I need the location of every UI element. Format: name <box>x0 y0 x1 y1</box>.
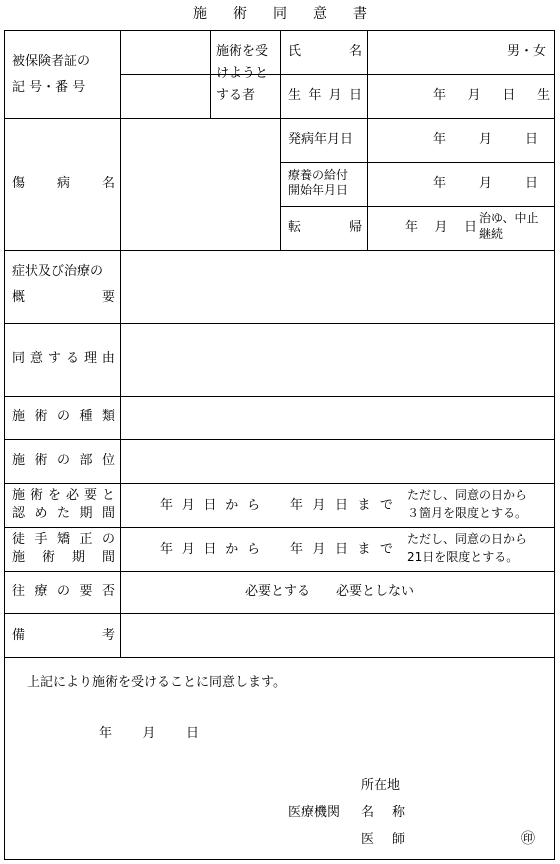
consent-statement: 上記により施術を受けることに同意します。 <box>27 675 286 690</box>
injury-label: 傷 病 名 <box>12 176 115 191</box>
manual-note-line1: ただし、同意の日から <box>407 532 528 546</box>
period-note-line2: ３箇月を限度とする。 <box>407 506 528 520</box>
type-value[interactable] <box>127 397 547 439</box>
site-label: 施 術 の 部 位 <box>12 453 115 468</box>
insurance-no-label-line2: 記 号・番 号 <box>12 80 86 95</box>
patient-label-line2: けようと <box>216 66 269 81</box>
symptoms-value[interactable] <box>127 251 547 323</box>
remarks-label: 備 考 <box>12 628 115 643</box>
patient-label-line1: 施術を受 <box>216 44 269 59</box>
symptoms-label-line1: 症状及び治療の <box>12 264 104 279</box>
insurance-no-value[interactable] <box>127 31 207 118</box>
outcome-label: 転 帰 <box>288 220 362 235</box>
seal-icon: ㊞ <box>521 831 535 847</box>
period-note-line1: ただし、同意の日から <box>407 488 528 502</box>
benefit-label-line1: 療養の給付 <box>288 168 349 182</box>
birth-label: 生 年 月 日 <box>288 88 362 103</box>
onset-value[interactable]: 年 月 日 <box>433 132 538 147</box>
institution-address-label: 所在地 <box>361 778 401 793</box>
consent-date[interactable]: 年 月 日 <box>99 726 199 741</box>
reason-value[interactable] <box>127 324 547 396</box>
manual-note-line2: 21日を限度とする。 <box>407 550 519 564</box>
period-from[interactable]: 年 月 日 か ら <box>160 498 260 513</box>
manual-to[interactable]: 年 月 日 ま で <box>290 542 393 557</box>
type-label: 施 術 の 種 類 <box>12 409 115 424</box>
sex-options[interactable]: 男・女 <box>507 44 547 59</box>
institution-name-label: 名 称 <box>361 805 405 820</box>
institution-label: 医療機関 <box>288 805 341 820</box>
birth-value[interactable]: 年 月 日 生 <box>433 88 550 103</box>
house-call-label: 往 療 の 要 否 <box>12 584 115 599</box>
site-value[interactable] <box>127 440 547 483</box>
period-label-line2: 認 め た 期 間 <box>12 506 115 521</box>
manual-label-line2: 施 術 期 間 <box>12 550 115 565</box>
injury-value[interactable] <box>127 119 277 249</box>
manual-label-line1: 徒 手 矯 正 の <box>12 532 115 547</box>
patient-label-line3: する者 <box>216 88 256 103</box>
reason-label: 同 意 す る 理 由 <box>12 351 115 366</box>
outcome-options-line2[interactable]: 継続 <box>479 227 504 241</box>
name-label: 氏 名 <box>288 44 362 59</box>
outcome-options-line1[interactable]: 治ゆ、中止 <box>479 211 539 225</box>
institution-doctor-label: 医 師 <box>361 832 405 847</box>
house-call-options[interactable]: 必要とする 必要としない <box>245 584 415 599</box>
onset-label: 発病年月日 <box>288 132 354 147</box>
benefit-value[interactable]: 年 月 日 <box>433 176 538 191</box>
period-label-line1: 施 術 を 必 要 と <box>12 488 115 503</box>
name-value[interactable] <box>375 31 505 74</box>
insurance-no-label-line1: 被保険者証の <box>12 54 91 69</box>
remarks-value[interactable] <box>127 614 547 657</box>
manual-from[interactable]: 年 月 日 か ら <box>160 542 260 557</box>
symptoms-label-line2: 概 要 <box>12 290 115 305</box>
consent-form <box>4 30 555 860</box>
document-title: 施 術 同 意 書 <box>193 6 393 22</box>
outcome-date[interactable]: 年 月 日 <box>405 220 477 235</box>
period-to[interactable]: 年 月 日 ま で <box>290 498 393 513</box>
benefit-label-line2: 開始年月日 <box>288 183 349 197</box>
